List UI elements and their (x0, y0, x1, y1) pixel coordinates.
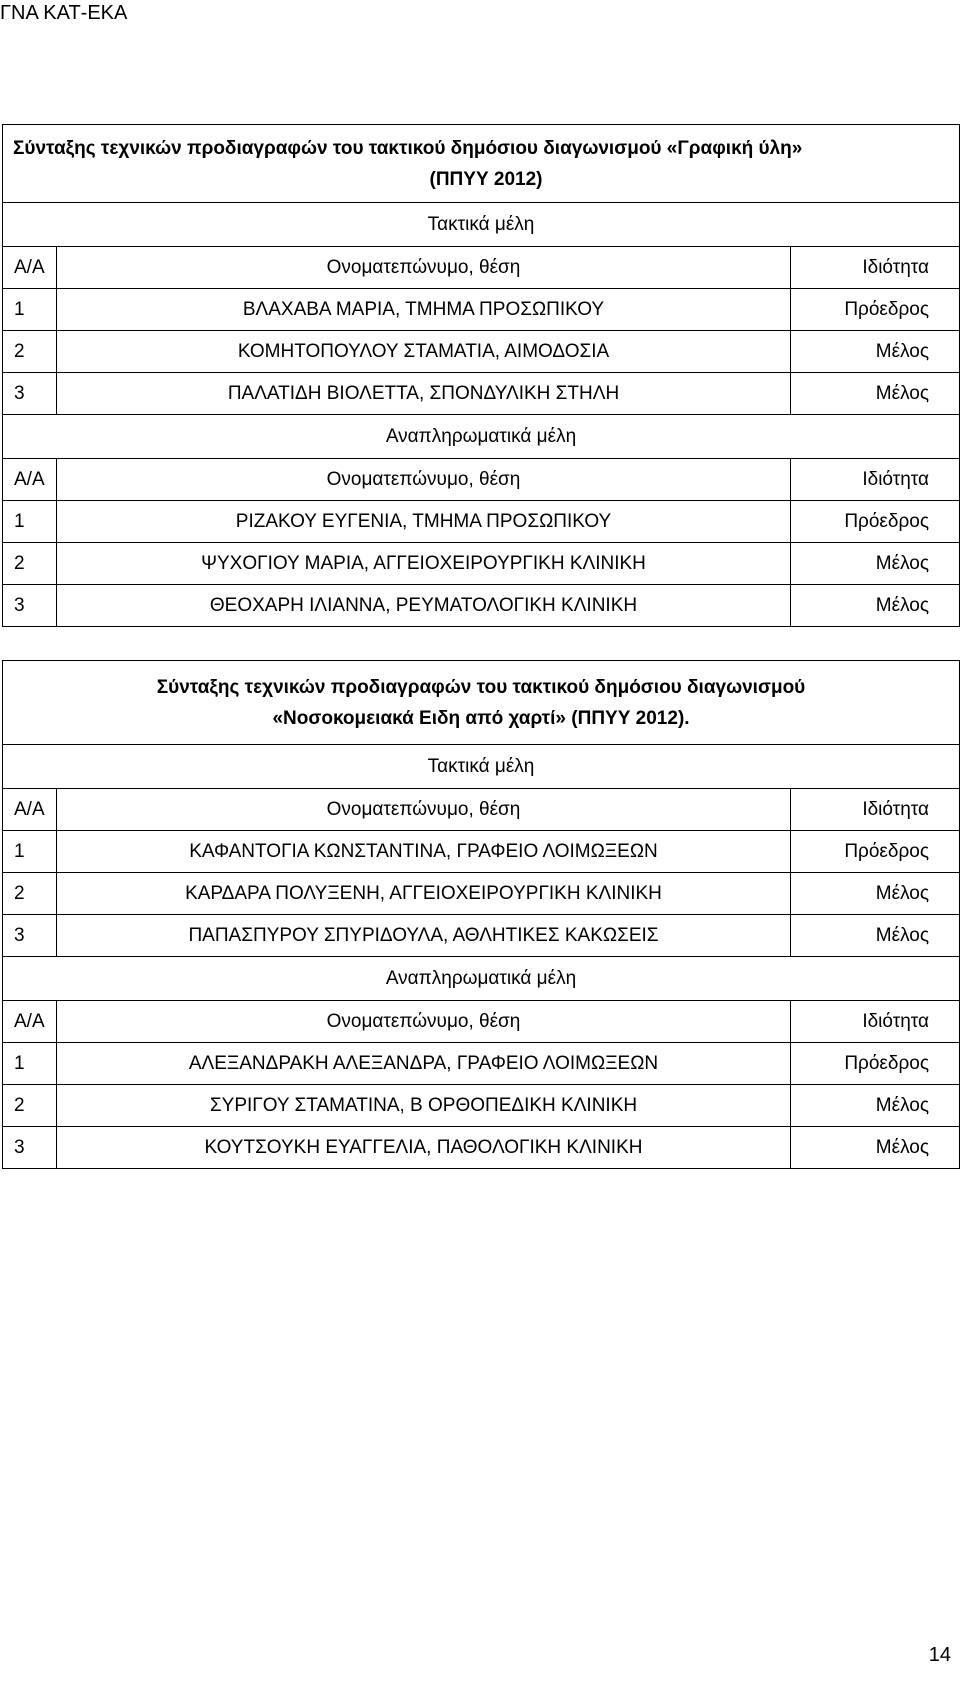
row-num: 1 (3, 1043, 57, 1085)
table-row (3, 501, 960, 543)
committee-title: Σύνταξης τεχνικών προδιαγραφών του τακτικού δημόσιου διαγωνισμού «Νοσοκομειακά Ειδη από χαρτί» (ΠΠΥΥ 2012). (3, 661, 960, 745)
column-header-role: Ιδιότητα (791, 459, 960, 501)
row-role: Πρόεδρος (791, 289, 960, 331)
column-header-role: Ιδιότητα (791, 1001, 960, 1043)
committee-table-2 (2, 660, 960, 1169)
group-label: Τακτικά μέλη (3, 203, 960, 247)
page-header: ΓΝΑ ΚΑΤ-ΕΚΑ (0, 2, 128, 24)
column-header-num: Α/Α (3, 459, 57, 501)
row-name: ΚΟΜΗΤΟΠΟΥΛΟΥ ΣΤΑΜΑΤΙΑ, ΑΙΜΟΔΟΣΙΑ (57, 331, 791, 373)
table-header-row (3, 247, 960, 289)
table-header-row (3, 789, 960, 831)
table-row (3, 289, 960, 331)
row-name: ΠΑΠΑΣΠΥΡΟΥ ΣΠΥΡΙΔΟΥΛΑ, ΑΘΛΗΤΙΚΕΣ ΚΑΚΩΣΕΙΣ (57, 915, 791, 957)
row-name: ΑΛΕΞΑΝΔΡΑΚΗ ΑΛΕΞΑΝΔΡΑ, ΓΡΑΦΕΙΟ ΛΟΙΜΩΞΕΩΝ (57, 1043, 791, 1085)
table-row (3, 1043, 960, 1085)
row-role: Πρόεδρος (791, 501, 960, 543)
column-header-num: Α/Α (3, 1001, 57, 1043)
table-row (3, 373, 960, 415)
column-header-role: Ιδιότητα (791, 247, 960, 289)
table-row (3, 915, 960, 957)
table-header-row (3, 1001, 960, 1043)
column-header-name: Ονοματεπώνυμο, θέση (57, 789, 791, 831)
row-name: ΘΕΟΧΑΡΗ ΙΛΙΑΝΝΑ, ΡΕΥΜΑΤΟΛΟΓΙΚΗ ΚΛΙΝΙΚΗ (57, 585, 791, 627)
row-num: 1 (3, 501, 57, 543)
group-label: Τακτικά μέλη (3, 745, 960, 789)
row-name: ΠΑΛΑΤΙΔΗ ΒΙΟΛΕΤΤΑ, ΣΠΟΝΔΥΛΙΚΗ ΣΤΗΛΗ (57, 373, 791, 415)
table-row (3, 585, 960, 627)
committee-table-1 (2, 124, 960, 627)
row-num: 1 (3, 831, 57, 873)
row-role: Μέλος (791, 585, 960, 627)
table-row (3, 543, 960, 585)
row-role: Πρόεδρος (791, 1043, 960, 1085)
row-num: 2 (3, 873, 57, 915)
table-row (3, 1127, 960, 1169)
row-name: ΚΟΥΤΣΟΥΚΗ ΕΥΑΓΓΕΛΙΑ, ΠΑΘΟΛΟΓΙΚΗ ΚΛΙΝΙΚΗ (57, 1127, 791, 1169)
row-role: Μέλος (791, 331, 960, 373)
row-role: Μέλος (791, 915, 960, 957)
column-header-num: Α/Α (3, 789, 57, 831)
table-header-row (3, 459, 960, 501)
row-num: 2 (3, 331, 57, 373)
row-num: 1 (3, 289, 57, 331)
row-name: ΚΑΦΑΝΤΟΓΙΑ ΚΩΝΣΤΑΝΤΙΝΑ, ΓΡΑΦΕΙΟ ΛΟΙΜΩΞΕΩΝ (57, 831, 791, 873)
column-header-num: Α/Α (3, 247, 57, 289)
row-role: Πρόεδρος (791, 831, 960, 873)
row-role: Μέλος (791, 373, 960, 415)
row-num: 2 (3, 543, 57, 585)
column-header-name: Ονοματεπώνυμο, θέση (57, 459, 791, 501)
row-name: ΣΥΡΙΓΟΥ ΣΤΑΜΑΤΙΝΑ, Β ΟΡΘΟΠΕΔΙΚΗ ΚΛΙΝΙΚΗ (57, 1085, 791, 1127)
row-name: ΒΛΑΧΑΒΑ ΜΑΡΙΑ, ΤΜΗΜΑ ΠΡΟΣΩΠΙΚΟΥ (57, 289, 791, 331)
column-header-name: Ονοματεπώνυμο, θέση (57, 247, 791, 289)
page-number: 14 (928, 1644, 951, 1666)
row-role: Μέλος (791, 543, 960, 585)
row-num: 3 (3, 915, 57, 957)
row-name: ΨΥΧΟΓΙΟΥ ΜΑΡΙΑ, ΑΓΓΕΙΟΧΕΙΡΟΥΡΓΙΚΗ ΚΛΙΝΙΚΗ (57, 543, 791, 585)
row-name: ΚΑΡΔΑΡΑ ΠΟΛΥΞΕΝΗ, ΑΓΓΕΙΟΧΕΙΡΟΥΡΓΙΚΗ ΚΛΙΝΙΚΗ (57, 873, 791, 915)
group-label: Αναπληρωματικά μέλη (3, 415, 960, 459)
group-label: Αναπληρωματικά μέλη (3, 957, 960, 1001)
row-num: 3 (3, 373, 57, 415)
committee-title: Σύνταξης τεχνικών προδιαγραφών του τακτικού δημόσιου διαγωνισμού «Γραφική ύλη» (ΠΠΥΥ 2012) (3, 125, 960, 203)
table-row (3, 1085, 960, 1127)
row-role: Μέλος (791, 1085, 960, 1127)
row-num: 2 (3, 1085, 57, 1127)
table-row (3, 331, 960, 373)
row-role: Μέλος (791, 873, 960, 915)
row-role: Μέλος (791, 1127, 960, 1169)
row-num: 3 (3, 1127, 57, 1169)
table-row (3, 831, 960, 873)
column-header-role: Ιδιότητα (791, 789, 960, 831)
column-header-name: Ονοματεπώνυμο, θέση (57, 1001, 791, 1043)
row-num: 3 (3, 585, 57, 627)
row-name: ΡΙΖΑΚΟΥ ΕΥΓΕΝΙΑ, ΤΜΗΜΑ ΠΡΟΣΩΠΙΚΟΥ (57, 501, 791, 543)
table-row (3, 873, 960, 915)
